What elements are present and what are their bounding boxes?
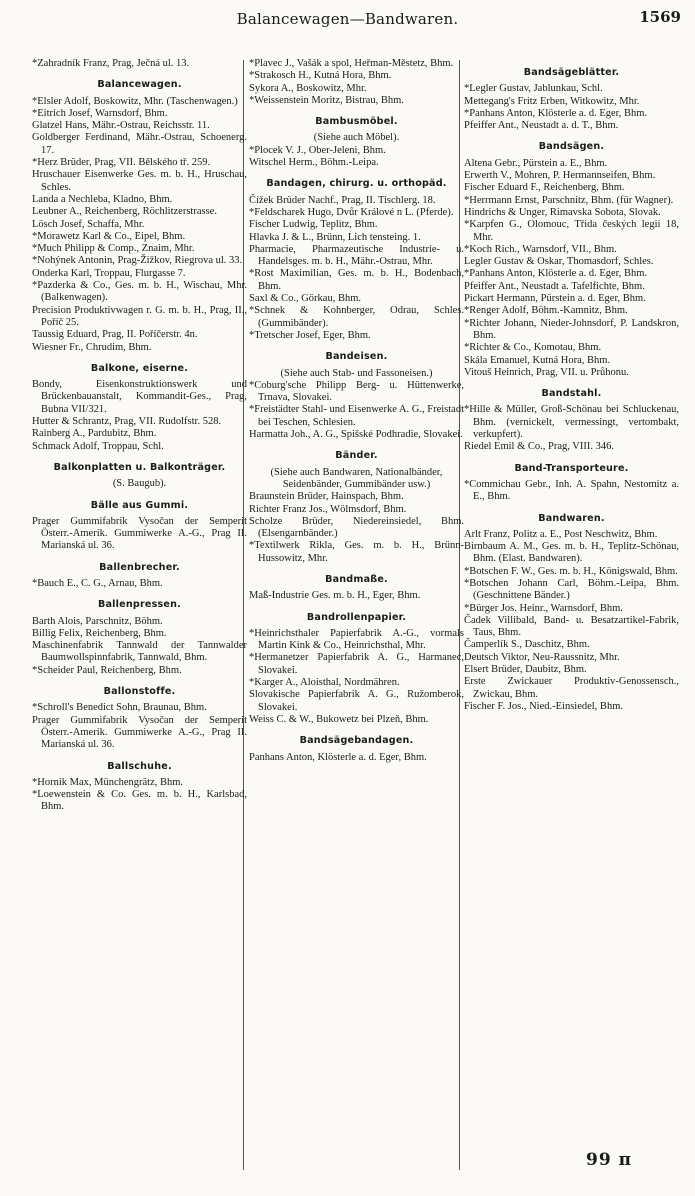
directory-entry: Fischer Ludwig, Teplitz, Bhm. <box>249 219 378 231</box>
directory-entry: Taussig Eduard, Prag, II. Poříčerstr. 4n. <box>32 329 198 341</box>
section-heading: Bandwaren. <box>538 512 605 524</box>
directory-entry: *Richter Johann, Nieder-Johnsdorf, P. Landskron, Bhm. <box>464 317 679 341</box>
section-heading: Bandeisen. <box>325 351 388 363</box>
directory-entry: *Strakosch H., Kutná Hora, Bhm. <box>249 70 392 82</box>
directory-entry: *Hornik Max, Münchengrätz, Bhm. <box>32 776 184 788</box>
section-heading: Bandrollenpapier. <box>306 611 407 623</box>
directory-entry: Prager Gummifabrik Vysočan der Semperit Österr.-Amerik. Gummiwerke A.-G., Prag II. Marianská ul. 36. <box>32 515 247 552</box>
directory-entry: Scholze Brüder, Niedereinsiedel, Bhm. (Elsengarnbänder.) <box>249 515 464 540</box>
directory-entry: Pharmacie, Pharmazeutische Industrie- u. Handelsges. m. b. H., Mähr.-Ostrau, Mhr. <box>249 243 464 268</box>
section-note: (Siehe auch Möbel). <box>313 132 400 144</box>
directory-entry: Lösch Josef, Schaffa, Mhr. <box>32 218 145 230</box>
directory-entry: Landa a Nechleba, Kladno, Bhm. <box>32 193 173 205</box>
directory-entry: *Hermanetzer Papierfabrik A. G., Harmanec, Slovakei. <box>249 652 464 676</box>
directory-entry: Pfeiffer Ant., Neustadt a. d. T., Bhm. <box>464 120 619 132</box>
directory-entry: Precision Produktivwagen r. G. m. b. H., Prag, II., Poříč 25. <box>32 304 247 328</box>
directory-entry: Hutter & Schrantz, Prag, VII. Rudolfstr. 528. <box>32 416 222 428</box>
page-number: 1569 <box>639 8 681 26</box>
directory-entry: *Bauch E., C. G., Arnau, Bhm. <box>32 577 163 589</box>
directory-entry: Prager Gummifabrik Vysočan der Semperit Österr.-Amerik. Gummiwerke A.-G., Prag II. Marianská ul. 36. <box>32 714 247 751</box>
directory-entry: *Textilwerk Rikla, Ges. m. b. H., Brünn-Hussowitz, Mhr. <box>249 540 464 564</box>
directory-entry: *Elsler Adolf, Boskowitz, Mhr. (Taschenwagen.) <box>32 95 238 107</box>
section-heading: Balkonplatten u. Balkonträger. <box>53 461 226 473</box>
directory-entry: *Bürger Jos. Heinr., Warnsdorf, Bhm. <box>464 602 623 614</box>
directory-entry: *Renger Adolf, Böhm.-Kamnitz, Bhm. <box>464 305 628 317</box>
directory-entry: Rainberg A., Pardubitz, Bhm. <box>32 428 157 440</box>
section-heading: Bälle aus Gummi. <box>90 499 189 511</box>
directory-entry: Elsert Brüder, Daubitz, Bhm. <box>464 664 587 676</box>
directory-entry: Sykora A., Boskowitz, Mhr. <box>249 82 367 94</box>
directory-entry: Braunstein Brüder, Hainspach, Bhm. <box>249 491 404 503</box>
column-right <box>464 58 679 1168</box>
directory-entry: *Pazderka & Co., Ges. m. b. H., Wischau, Mhr. (Balkenwagen). <box>32 280 247 304</box>
directory-entry: Fischer Eduard F., Reichenberg, Bhm. <box>464 182 625 194</box>
directory-entry: Fischer F. Jos., Nied.-Einsiedel, Bhm. <box>464 700 623 712</box>
directory-entry: *Karger A., Aloisthal, Nordmähren. <box>249 677 400 689</box>
directory-entry: Erste Zwickauer Produktiv-Genossensch., Zwickau, Bhm. <box>464 676 679 700</box>
column-left <box>32 58 247 1168</box>
directory-entry: Schmack Adolf, Troppau, Schl. <box>32 440 164 452</box>
directory-entry: *Coburg'sche Philipp Berg- u. Hüttenwerke, Trnava, Slovakei. <box>249 379 464 404</box>
directory-entry: Goldberger Ferdinand, Mähr.-Ostrau, Schoenerg. 17. <box>32 132 247 156</box>
directory-entry: *Loewenstein & Co. Ges. m. b. H., Karlsbad, Bhm. <box>32 789 247 813</box>
directory-entry: *Panhans Anton, Klösterle a. d. Eger, Bhm. <box>464 107 648 119</box>
directory-entry: *Commichau Gebr., Inh. A. Spahn, Nestomitz a. E., Bhm. <box>464 478 679 503</box>
signature-mark: 99 ᴨ <box>586 1150 633 1170</box>
section-heading: Bambusmöbel. <box>315 116 398 128</box>
section-heading: Balancewagen. <box>97 79 182 91</box>
section-heading: Band-Transporteure. <box>514 462 629 474</box>
directory-entry: *Schroll's Benedict Sohn, Braunau, Bhm. <box>32 702 207 714</box>
directory-entry: *Legler Gustav, Jablunkau, Schl. <box>464 83 603 95</box>
directory-entry: *Weissenstein Moritz, Bistrau, Bhm. <box>249 94 404 106</box>
directory-entry: Wiesner Fr., Chrudim, Bhm. <box>32 341 152 353</box>
directory-entry: Onderka Karl, Troppau, Flurgasse 7. <box>32 267 186 279</box>
directory-entry: *Herrmann Ernst, Parschnitz, Bhm. (für Wagner). <box>464 194 674 206</box>
directory-entry: Legler Gustav & Oskar, Thomasdorf, Schles. <box>464 256 654 268</box>
directory-entry: *Tretscher Josef, Eger, Bhm. <box>249 329 371 341</box>
section-heading: Bandagen, chirurg. u. orthopäd. <box>266 178 447 190</box>
directory-entry: Pfeiffer Ant., Neustadt a. Tafelfichte, Bhm. <box>464 280 645 292</box>
directory-entry: Glatzel Hans, Mähr.-Ostrau, Reichsstr. 11. <box>32 120 210 132</box>
section-note: (Siehe auch Stab- und Fassoneisen.) <box>280 367 433 379</box>
directory-entry: *Herz Brüder, Prag, VII. Bělského tř. 259. <box>32 157 211 169</box>
section-heading: Bandsägen. <box>538 141 605 153</box>
running-title: Balancewagen—Bandwaren. <box>236 10 459 28</box>
directory-entry: *Plavec J., Vašák a spol, Heřman-Městetz, Bhm. <box>249 58 454 69</box>
directory-entry: *Rost Maximilian, Ges. m. b. H., Bodenbach, Bhm. <box>249 268 464 292</box>
directory-entry: *Eitrich Josef, Warnsdorf, Bhm. <box>32 107 168 119</box>
section-heading: Bandstahl. <box>541 388 602 400</box>
section-heading: Ballenbrecher. <box>99 561 180 573</box>
directory-entry: *Plocek V. J., Ober-Jeleni, Bhm. <box>249 144 386 156</box>
directory-entry: *Schnek & Kohnberger, Odrau, Schles. (Gummibänder). <box>249 305 464 329</box>
section-heading: Balkone, eiserne. <box>90 362 189 374</box>
directory-entry: Čadek Villibald, Band- u. Besatzartikel-Fabrik, Taus, Bhm. <box>464 614 679 639</box>
directory-entry: *Karpfen G., Olomouc, Třida českých legií 18, Mhr. <box>464 219 679 243</box>
directory-entry: *Morawetz Karl & Co., Eipel, Bhm. <box>32 230 186 242</box>
directory-entry: *Botschen F. W., Ges. m. b. H., Königswald, Bhm. <box>464 565 678 577</box>
section-heading: Ballenpressen. <box>97 599 181 611</box>
directory-entry: *Freistädter Stahl- und Eisenwerke A. G., Freistadt bei Teschen, Schlesien. <box>249 404 464 428</box>
section-heading: Bänder. <box>335 450 378 462</box>
directory-entry: Leubner A., Reichenberg, Röchlitzerstrasse. <box>32 206 217 218</box>
page-header <box>0 0 695 44</box>
directory-entry: Barth Alois, Parschnitz, Böhm. <box>32 615 163 627</box>
directory-entry: Altena Gebr., Pürstein a. E., Bhm. <box>464 157 608 169</box>
directory-entry: *Feldscharek Hugo, Dvůr Králové n L. (Pferde). <box>249 206 454 218</box>
directory-entry: Slovakische Papierfabrik A. G., Ružomberok, Slovakei. <box>249 689 464 713</box>
directory-entry: Čížek Brüder Nachf., Prag, II. Tischlerg. 18. <box>249 194 436 206</box>
section-note: (S. Baugub). <box>112 478 167 490</box>
directory-entry: *Panhans Anton, Klösterle a. d. Eger, Bhm. <box>464 268 648 280</box>
directory-entry: Čamperlík S., Daschitz, Bhm. <box>464 639 590 651</box>
directory-entry: *Nohýnek Antonin, Prag-Žižkov, Riegrova ul. 33. <box>32 255 243 267</box>
directory-entry: Deutsch Viktor, Neu-Raussnitz, Mhr. <box>464 651 620 663</box>
directory-entry: Skála Emanuel, Kutná Hora, Bhm. <box>464 354 611 366</box>
directory-entry: Hindrichs & Unger, Rimavska Sobota, Slovak. <box>464 206 661 218</box>
directory-entry: *Hille & Müller, Groß-Schönau bei Schluckenau, Bhm. (vernickelt, vermessingt, vertombakt, verkupfert). <box>464 404 679 441</box>
directory-entry: Vitouš Heinrich, Prag, VII. u. Průhonu. <box>464 366 629 378</box>
directory-entry: Hlavka J. & L., Brünn, Lich tensteing. 1. <box>249 231 421 243</box>
column-middle <box>249 58 464 1168</box>
directory-entry: Arlt Franz, Politz a. E., Post Neschwitz, Bhm. <box>464 528 658 540</box>
directory-entry: Maß-Industrie Ges. m. b. H., Eger, Bhm. <box>249 590 421 602</box>
directory-entry: Weiss C. & W., Bukowetz bei Plzeň, Bhm. <box>249 713 429 725</box>
directory-entry: Bondy, Eisenkonstruktionswerk und Brückenbauanstalt, Kommandit-Ges., Prag, Bubna VII/321. <box>32 379 247 415</box>
directory-entry: Richter Franz Jos., Wölmsdorf, Bhm. <box>249 503 407 515</box>
directory-entry: *Much Philipp & Comp., Znaim, Mhr. <box>32 243 195 255</box>
directory-entry: *Zahradník Franz, Prag, Ječná ul. 13. <box>32 58 190 69</box>
section-heading: Ballonstoffe. <box>103 686 176 698</box>
section-heading: Bandsägeblätter. <box>523 67 620 78</box>
directory-entry: *Richter & Co., Komotau, Bhm. <box>464 342 602 354</box>
section-heading: Bandmaße. <box>325 573 388 585</box>
directory-entry: Riedel Emil & Co., Prag, VIII. 346. <box>464 441 614 453</box>
directory-entry: *Heinrichsthaler Papierfabrik A.-G., vormals Martin Kink & Co., Heinrichsthal, Mhr. <box>249 627 464 652</box>
directory-entry: Witschel Herm., Böhm.-Leipa. <box>249 157 379 169</box>
directory-entry: *Scheider Paul, Reichenberg, Bhm. <box>32 664 182 676</box>
directory-entry: Pickart Hermann, Pürstein a. d. Eger, Bhm. <box>464 293 646 305</box>
section-note: (Siehe auch Bandwaren, Nationalbänder, Seidenbänder, Gummibänder usw.) <box>270 466 443 490</box>
directory-entry: *Botschen Johann Carl, Böhm.-Leipa, Bhm. (Geschnittene Bänder.) <box>464 577 679 602</box>
directory-entry: Harmatta Joh., A. G., Spišské Podhradie, Slovakei. <box>249 429 463 441</box>
directory-entry: Maschinenfabrik Tannwald der Tannwalder Baumwollspinnfabrik, Tannwald, Bhm. <box>32 640 247 664</box>
directory-entry: Hruschauer Eisenwerke Ges. m. b. H., Hruschau, Schles. <box>32 169 247 193</box>
section-heading: Ballschuhe. <box>107 760 172 772</box>
directory-entry: *Koch Rich., Warnsdorf, VII., Bhm. <box>464 243 617 255</box>
directory-entry: Erwerth V., Mohren, P. Hermannseifen, Bhm. <box>464 170 656 182</box>
directory-entry: Panhans Anton, Klösterle a. d. Eger, Bhm. <box>249 751 427 763</box>
directory-entry: Mettegang's Fritz Erben, Witkowitz, Mhr. <box>464 95 640 107</box>
directory-entry: Birnbaum A. M., Ges. m. b. H., Teplitz-Schönau, Bhm. (Elast. Bandwaren). <box>464 541 679 565</box>
section-heading: Bandsägebandagen. <box>299 735 414 747</box>
directory-entry: Billig Felix, Reichenberg, Bhm. <box>32 627 167 639</box>
directory-entry: Saxl & Co., Görkau, Bhm. <box>249 293 361 305</box>
